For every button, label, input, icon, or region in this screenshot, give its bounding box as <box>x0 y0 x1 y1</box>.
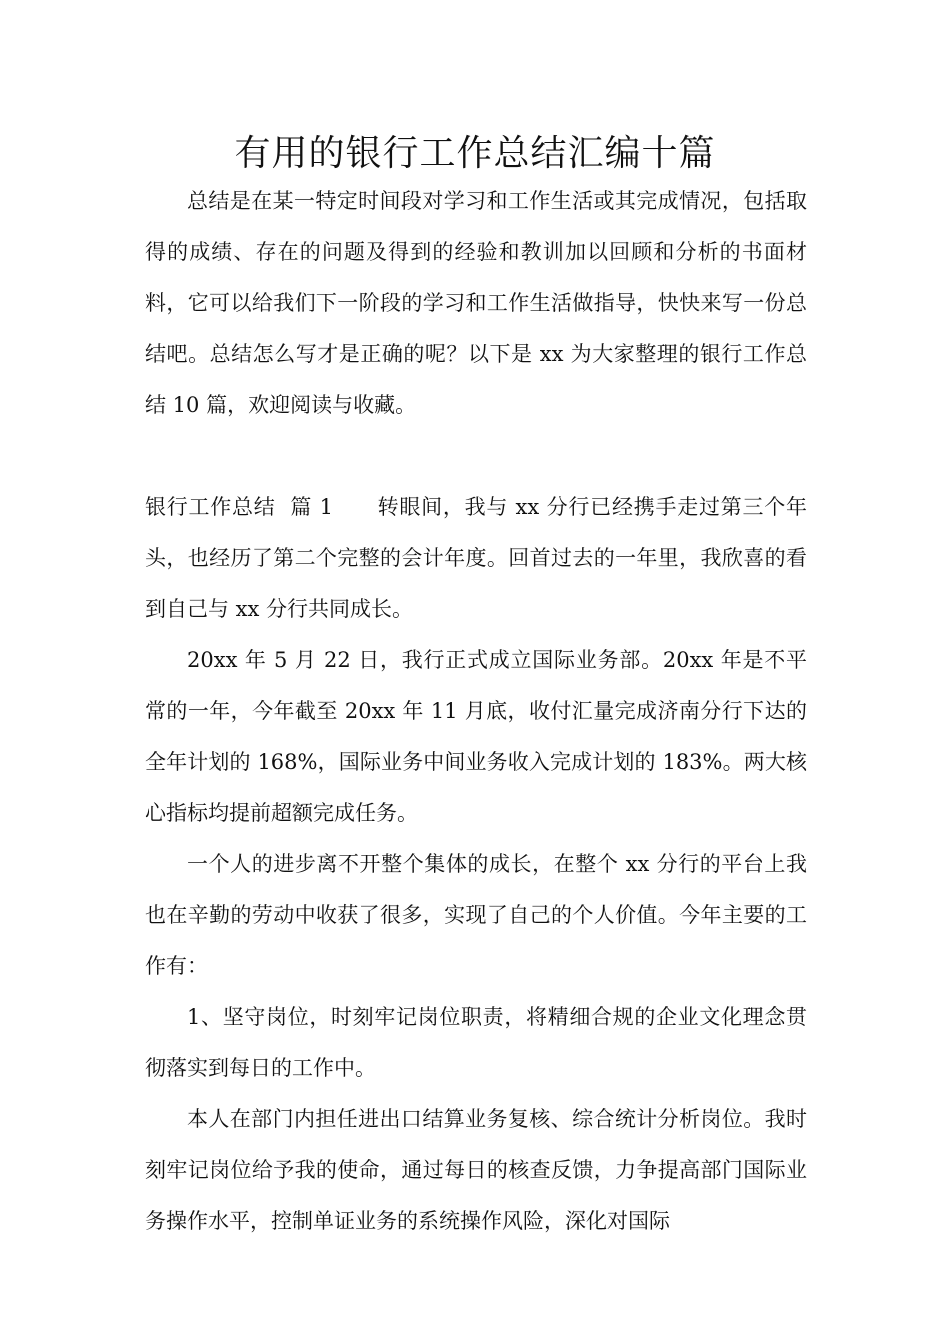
blank-line <box>145 431 807 482</box>
section-1-paragraph <box>145 482 807 635</box>
document-body <box>145 176 807 1247</box>
heading-gap <box>333 495 378 519</box>
body-paragraph: 1、坚守岗位，时刻牢记岗位职责，将精细合规的企业文化理念贯彻落实到每日的工作中。 <box>145 1005 807 1080</box>
body-paragraph: 20xx 年 5 月 22 日，我行正式成立国际业务部。20xx 年是不平常的一年，今年截至 20xx 年 11 月底，收付汇量完成济南分行下达的全年计划的 168%，国际业务中间业务收入完成计划的 183%。两大核心指标均提前超额完成任务。 <box>145 648 807 825</box>
section-1-heading: 银行工作总结 篇 1 <box>145 495 333 519</box>
body-paragraph: 一个人的进步离不开整个集体的成长，在整个 xx 分行的平台上我也在辛勤的劳动中收获了很多，实现了自己的个人价值。今年主要的工作有： <box>145 852 807 978</box>
section-1-first-text: 转眼间，我与 xx 分行已经携手走过第三个年头，也经历了第二个完整的会计年度。回首过去的一年里，我欣喜的看到自己与 xx 分行共同成长。 <box>145 495 807 621</box>
document-title: 有用的银行工作总结汇编十篇 <box>234 133 716 174</box>
intro-paragraph: 总结是在某一特定时间段对学习和工作生活或其完成情况，包括取得的成绩、存在的问题及得到的经验和教训加以回顾和分析的书面材料，它可以给我们下一阶段的学习和工作生活做指导，快快来写一份总结吧。总结怎么写才是正确的呢？以下是 xx 为大家整理的银行工作总结 10 篇，欢迎阅读与收藏。 <box>145 189 807 417</box>
body-paragraph-truncated: 本人在部门内担任进出口结算业务复核、综合统计分析岗位。我时刻牢记岗位给予我的使命，通过每日的核查反馈，力争提高部门国际业务操作水平，控制单证业务的系统操作风险，深化对国际 <box>145 1107 807 1233</box>
